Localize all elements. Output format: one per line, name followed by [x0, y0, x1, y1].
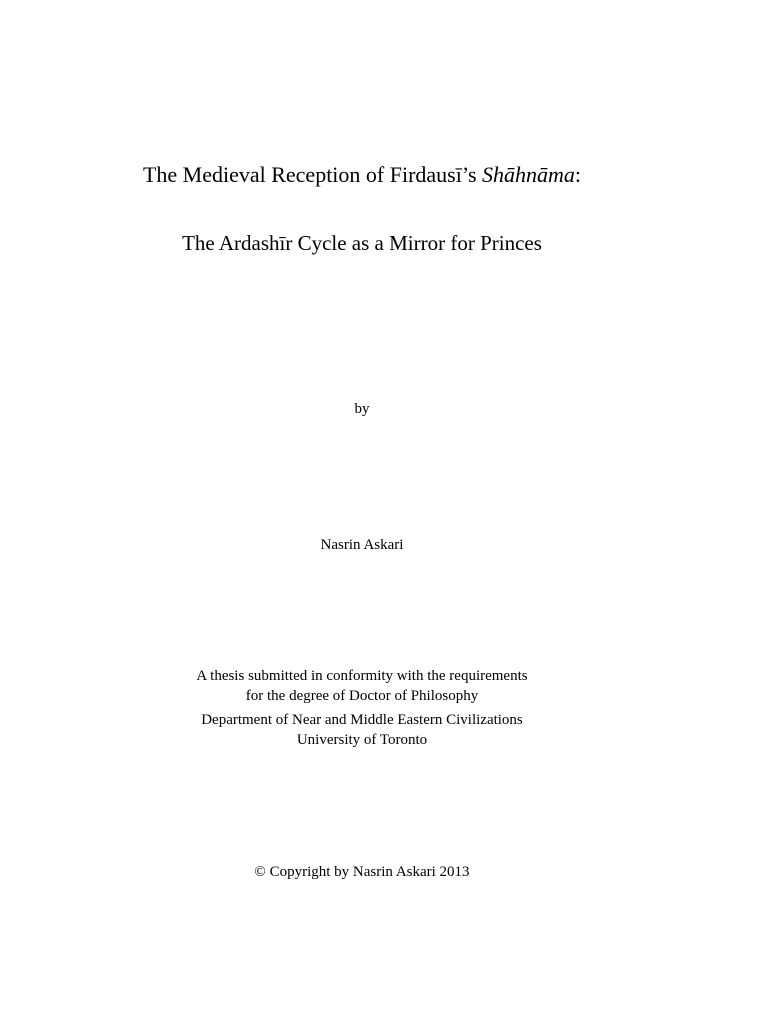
title-italic-shahnama: Shāhnāma	[482, 162, 575, 187]
thesis-title-line-1	[0, 162, 746, 188]
copyright-notice: © Copyright by Nasrin Askari 2013	[254, 864, 470, 880]
thesis-title-line-2: The Ardashīr Cycle as a Mirror for Princes	[182, 231, 542, 255]
thesis-statement-line-1: A thesis submitted in conformity with the requirements	[196, 668, 528, 684]
thesis-statement-line-2: for the degree of Doctor of Philosophy	[245, 688, 479, 704]
byline: by	[354, 401, 370, 417]
author-name: Nasrin Askari	[320, 537, 404, 553]
title-prefix: The Medieval Reception of Firdausī’s	[142, 162, 483, 187]
department-name: Department of Near and Middle Eastern Civilizations	[201, 712, 523, 728]
university-name: University of Toronto	[296, 732, 428, 748]
title-suffix: :	[574, 162, 582, 187]
